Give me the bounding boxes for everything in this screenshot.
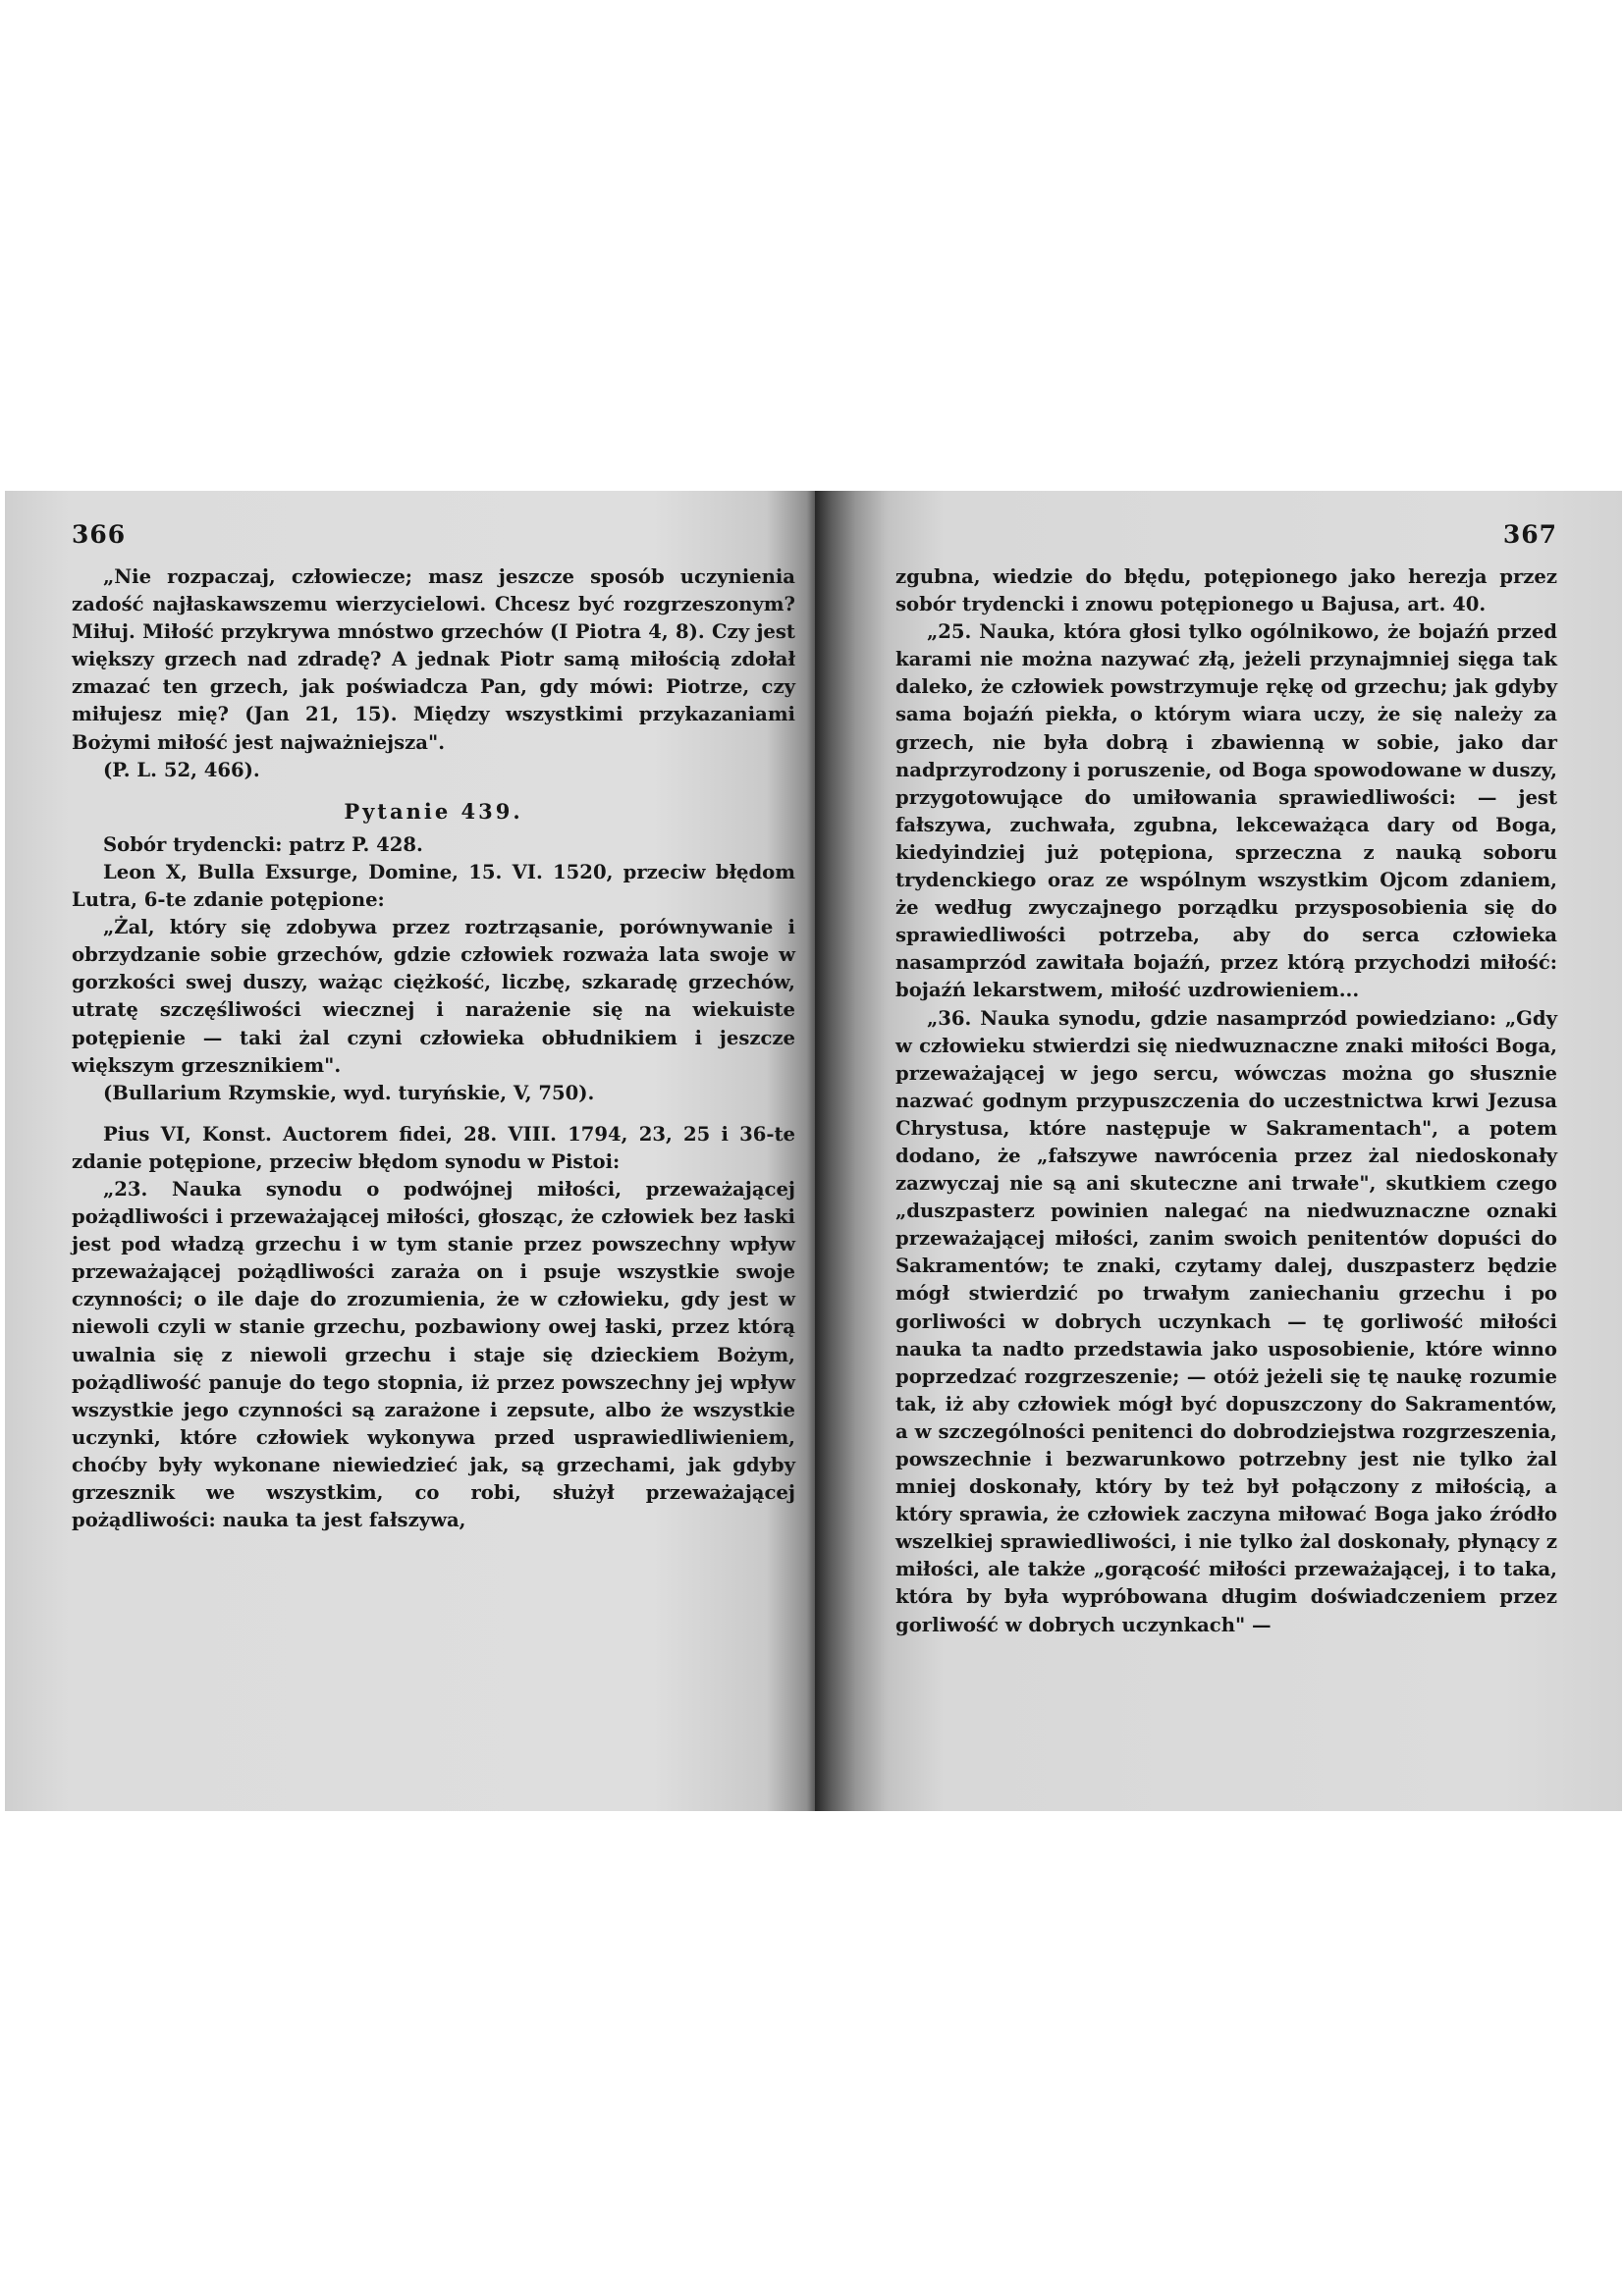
paragraph: „36. Nauka synodu, gdzie nasamprzód powiedziano: „Gdy w człowieku stwierdzi się niedwuznaczne znaki miłości Boga, przeważającej w jego sercu, wówczas można go słusznie nazwać godnym przypuszczenia do uczestnictwa krwi Jezusa Chrystusa, które następuje w Sakramentach", a potem dodano, że „fałszywe nawrócenia przez żal niedoskonały zazwyczaj nie są ani skuteczne ani trwałe", skutkiem czego „duszpasterz powinien nalegać na niedwuznaczne oznaki przeważającej miłości, zanim swoich penitentów dopuści do Sakramentów; te znaki, czytamy dalej, duszpasterz będzie mógł stwierdzić po trwałym zaniechaniu grzechu i po gorliwości w dobrych uczynkach — tę gorliwość miłości nauka ta nadto przedstawia jako usposobienie, które winno poprzedzać rozgrzeszenie; — otóż jeżeli się tę naukę rozumie tak, iż aby człowiek mógł być dopuszczony do Sakramentów, a w szczególności penitenci do dobrodziejstwa rozgrzeszenia, powszechnie i bezwarunkowo potrzebny jest nie tylko żal mniej doskonały, który by też był połączony z miłością, a który sprawia, że człowiek zaczyna miłować Boga jako źródło wszelkiej sprawiedliwości, i nie tylko żal doskonały, płynący z miłości, ale także „gorącość miłości przeważającej, i to taka, która by była wypróbowana długim doświadczeniem przez gorliwość w dobrych uczynkach" — (895, 1006, 1557, 1636)
paragraph: „Nie rozpaczaj, człowiecze; masz jeszcze sposób uczynienia zadość najłaskawszemu wierzycielowi. Chcesz być rozgrzeszonym? Miłuj. Miłość przykrywa mnóstwo grzechów (I Piotra 4, 8). Czy jest większy grzech nad zdradę? A jednak Piotr samą miłością zdołał zmazać ten grzech, jak poświadcza Pan, gdy mówi: Piotrze, czy miłujesz mię? (Jan 21, 15). Między wszystkimi przykazaniami Bożymi miłość jest najważniejsza". (72, 565, 795, 754)
paragraph: „23. Nauka synodu o podwójnej miłości, przeważającej pożądliwości i przeważającej miłości, głosząc, że człowiek bez łaski jest pod władzą grzechu i w tym stanie przez powszechny wpływ przeważającej pożądliwości zaraża on i psuje wszystkie swoje czynności; o ile daje do zrozumienia, że w człowieku, gdy jest w niewoli czyli w stanie grzechu, pozbawiony owej łaski, przez którą uwalnia się z niewoli grzechu i staje się dzieckiem Bożym, pożądliwość panuje do tego stopnia, iż przez powszechny jej wpływ wszystkie jego czynności są zarażone i zepsute, albo że wszystkie uczynki, które człowiek wykonywa przed usprawiedliwieniem, choćby były wykonane niewiedzieć jak, są grzechami, jak gdyby grzesznik we wszystkim, co robi, służył przeważającej pożądliwości: nauka ta jest fałszywa, (72, 1177, 795, 1532)
right-page (815, 491, 1622, 1811)
citation: (Bullarium Rzymskie, wyd. turyńskie, V, 750). (103, 1081, 595, 1104)
paragraph: „25. Nauka, która głosi tylko ogólnikowo, że bojaźń przed karami nie można nazywać złą, jeżeli przynajmniej sięga tak daleko, że człowiek powstrzymuje rękę od grzechu; jak gdyby sama bojaźń piekła, o którym wiara uczy, że się należy za grzech, nie była dobrą i zbawienną w sobie, jako dar nadprzyrodzony i poruszenie, od Boga spowodowane w duszy, przygotowujące do umiłowania sprawiedliwości: — jest fałszywa, zuchwała, zgubna, lekceważąca dary od Boga, kiedyindziej już potępiona, sprzeczna z nauką soboru trydenckiego oraz ze wspólnym wszystkim Ojcom zdaniem, że według zwyczajnego porządku przysposobienia się do sprawiedliwości potrzeba, aby do serca człowieka nasamprzód zawitała bojaźń, przez którą przychodzi miłość: bojaźń lekarstwem, miłość uzdrowieniem... (895, 620, 1557, 1002)
paragraph: Pius VI, Konst. Auctorem fidei, 28. VIII. 1794, 23, 25 i 36-te zdanie potępione, przeciw błędom synodu w Pistoi: (72, 1122, 795, 1173)
citation: (P. L. 52, 466). (103, 758, 260, 781)
left-page (5, 491, 815, 1811)
page-number: 366 (72, 520, 127, 549)
paragraph: Leon X, Bulla Exsurge, Domine, 15. VI. 1520, przeciw błędom Lutra, 6-te zdanie potępione: (72, 860, 795, 912)
book-spread (5, 491, 1622, 1811)
page-number: 367 (1502, 520, 1557, 549)
paragraph: zgubna, wiedzie do błędu, potępionego jako herezja przez sobór trydencki i znowu potępionego u Bajusa, art. 40. (895, 565, 1557, 616)
section-heading: Pytanie 439. (344, 798, 523, 824)
paragraph: Sobór trydencki: patrz P. 428. (103, 832, 423, 856)
paragraph: „Żal, który się zdobywa przez roztrząsanie, porównywanie i obrzydzanie sobie grzechów, gdzie człowiek rozważa lata swoje w gorzkości swej duszy, ważąc ciężkość, liczbę, szkaradę grzechów, utratę szczęśliwości wiecznej i narażenie się na wiekuiste potępienie — taki żal czyni człowieka obłudnikiem i jeszcze większym grzesznikiem". (72, 916, 795, 1077)
